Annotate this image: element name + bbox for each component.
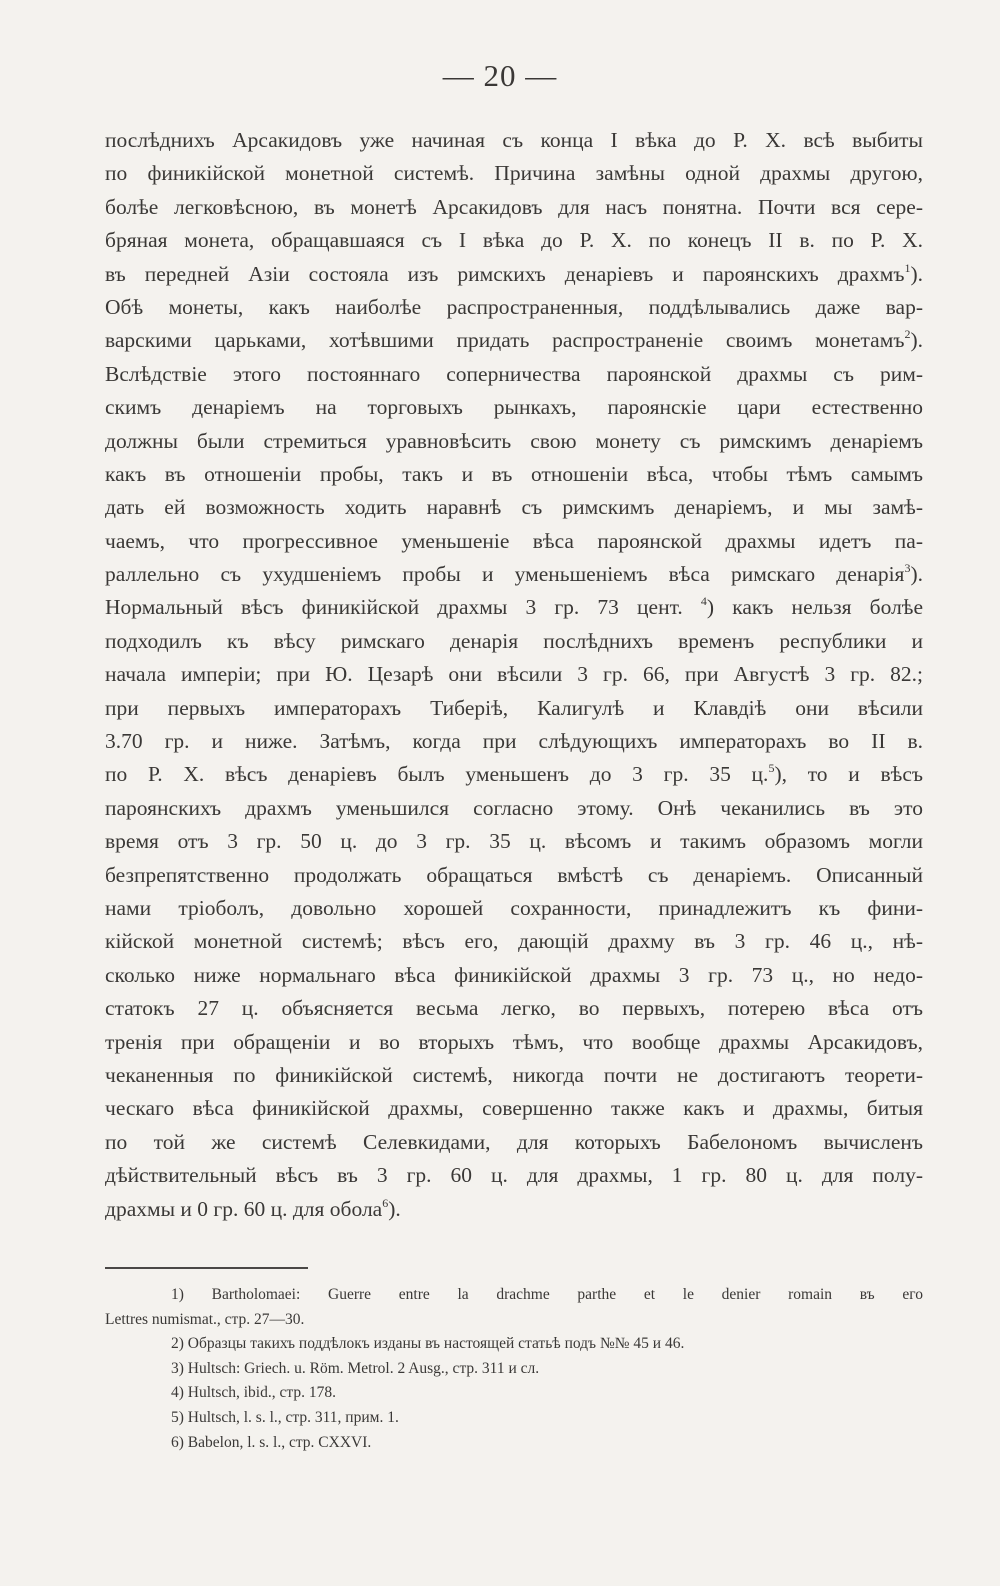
text-line: ческаго вѣса финикійской драхмы, совершенно также какъ и драхмы, битыя — [105, 1096, 923, 1121]
text-line: Нормальный вѣсъ финикійской драхмы 3 гр. 73 цент. $^4$) какъ нельзя болѣе — [105, 594, 923, 620]
footnote: 2) Образцы такихъ поддѣлокъ изданы въ настоящей статьѣ подъ №№ 45 и 46. — [171, 1335, 685, 1353]
text-line: при первыхъ императорахъ Тиберіѣ, Калигулѣ и Клавдіѣ они вѣсили — [105, 695, 923, 720]
text-line: безпрепятственно продолжать обращаться вмѣстѣ съ денаріемъ. Описанный — [105, 862, 923, 887]
text-line: послѣднихъ Арсакидовъ уже начиная съ конца I вѣка до Р. Х. всѣ выбиты — [105, 128, 923, 152]
text-line: Обѣ монеты, какъ наиболѣе распространенныя, поддѣлывались даже вар- — [105, 294, 923, 319]
footnote: 6) Babelon, l. s. l., стр. CXXVI. — [171, 1433, 372, 1451]
text-line: 3.70 гр. и ниже. Затѣмъ, когда при слѣдующихъ императорахъ во II в. — [105, 729, 923, 754]
text-line: по Р. Х. вѣсъ денаріевъ былъ уменьшенъ до 3 гр. 35 ц.$^5$), то и вѣсъ — [105, 761, 923, 787]
text-line: въ передней Азіи состояла изъ римскихъ денаріевъ и пароянскихъ драхмъ$^1$). — [105, 260, 923, 286]
text-line: болѣе легковѣсною, въ монетѣ Арсакидовъ для насъ понятна. Почти вся сере- — [105, 194, 923, 219]
text-line: должны были стремиться уравновѣсить свою монету съ римскимъ денаріемъ — [105, 428, 923, 453]
footnote: 5) Hultsch, l. s. l., стр. 311, прим. 1. — [171, 1408, 399, 1426]
footnote: 4) Hultsch, ibid., стр. 178. — [171, 1384, 336, 1402]
text-line: кійской монетной системѣ; вѣсъ его, дающій драхму въ 3 гр. 46 ц., нѣ- — [105, 929, 923, 954]
text-line: тренія при обращеніи и во вторыхъ тѣмъ, что вообще драхмы Арсакидовъ, — [105, 1029, 923, 1054]
text-line: сколько ниже нормальнаго вѣса финикійской драхмы 3 гр. 73 ц., но недо- — [105, 962, 923, 987]
footnote-ref: 2 — [904, 327, 911, 342]
main-text — [105, 124, 923, 1226]
text-line: дѣйствительный вѣсъ въ 3 гр. 60 ц. для драхмы, 1 гр. 80 ц. для полу- — [105, 1163, 923, 1188]
footnote-ref: 5 — [768, 761, 775, 776]
text-line: подходилъ къ вѣсу римскаго денарія послѣднихъ временъ республики и — [105, 628, 923, 653]
text-line: чеканенныя по финикійской системѣ, никогда почти не достигаютъ теорети- — [105, 1062, 923, 1087]
footnote-ref: 1 — [904, 260, 911, 275]
footnote-continuation: Lettres numismat., стр. 27—30. — [105, 1310, 305, 1328]
footnote-divider — [105, 1267, 308, 1269]
text-line: чаемъ, что прогрессивное уменьшеніе вѣса пароянской драхмы идетъ па- — [105, 528, 923, 553]
text-line: скимъ денаріемъ на торговыхъ рынкахъ, пароянскіе цари естественно — [105, 395, 923, 420]
text-line: время отъ 3 гр. 50 ц. до 3 гр. 35 ц. вѣсомъ и такимъ образомъ могли — [105, 829, 923, 854]
text-line: по финикійской монетной системѣ. Причина замѣны одной драхмы другою, — [105, 161, 923, 186]
text-line: Вслѣдствіе этого постояннаго соперничества пароянской драхмы съ рим- — [105, 361, 923, 386]
page-number: — 20 — — [442, 58, 558, 93]
text-line: по той же системѣ Селевкидами, для которыхъ Бабелономъ вычисленъ — [105, 1129, 923, 1154]
footnotes — [105, 1283, 923, 1455]
text-line: бряная монета, обращавшаяся съ I вѣка до Р. Х. по конецъ II в. по Р. Х. — [105, 228, 923, 253]
text-line: статокъ 27 ц. объясняется весьма легко, во первыхъ, потерею вѣса отъ — [105, 996, 923, 1021]
footnote-ref: 6 — [382, 1195, 389, 1210]
footnote-ref: 3 — [904, 561, 911, 576]
text-line: дать ей возможность ходить наравнѣ съ римскимъ денаріемъ, и мы замѣ- — [105, 495, 923, 520]
footnote: 1) Bartholomaei: Guerre entre la drachme parthe et le denier romain въ его — [171, 1286, 923, 1303]
text-line: варскими царьками, хотѣвшими придать распространеніе своимъ монетамъ$^2$). — [105, 327, 923, 353]
footnote-ref: 4 — [700, 594, 707, 609]
text-line: пароянскихъ драхмъ уменьшился согласно этому. Онѣ чеканились въ это — [105, 795, 923, 820]
text-line: какъ въ отношеніи пробы, такъ и въ отношеніи вѣса, чтобы тѣмъ самымъ — [105, 461, 923, 486]
text-line: раллельно съ ухудшеніемъ пробы и уменьшеніемъ вѣса римскаго денарія$^3$). — [105, 561, 923, 587]
text-line: драхмы и 0 гр. 60 ц. для обола$^6$). — [105, 1195, 401, 1221]
text-line: начала имперіи; при Ю. Цезарѣ они вѣсили 3 гр. 66, при Августѣ 3 гр. 82.; — [105, 662, 923, 687]
text-line: нами тріоболъ, довольно хорошей сохранности, принадлежитъ къ фини- — [105, 895, 923, 920]
footnote: 3) Hultsch: Griech. u. Röm. Metrol. 2 Ausg., стр. 311 и сл. — [171, 1359, 540, 1377]
